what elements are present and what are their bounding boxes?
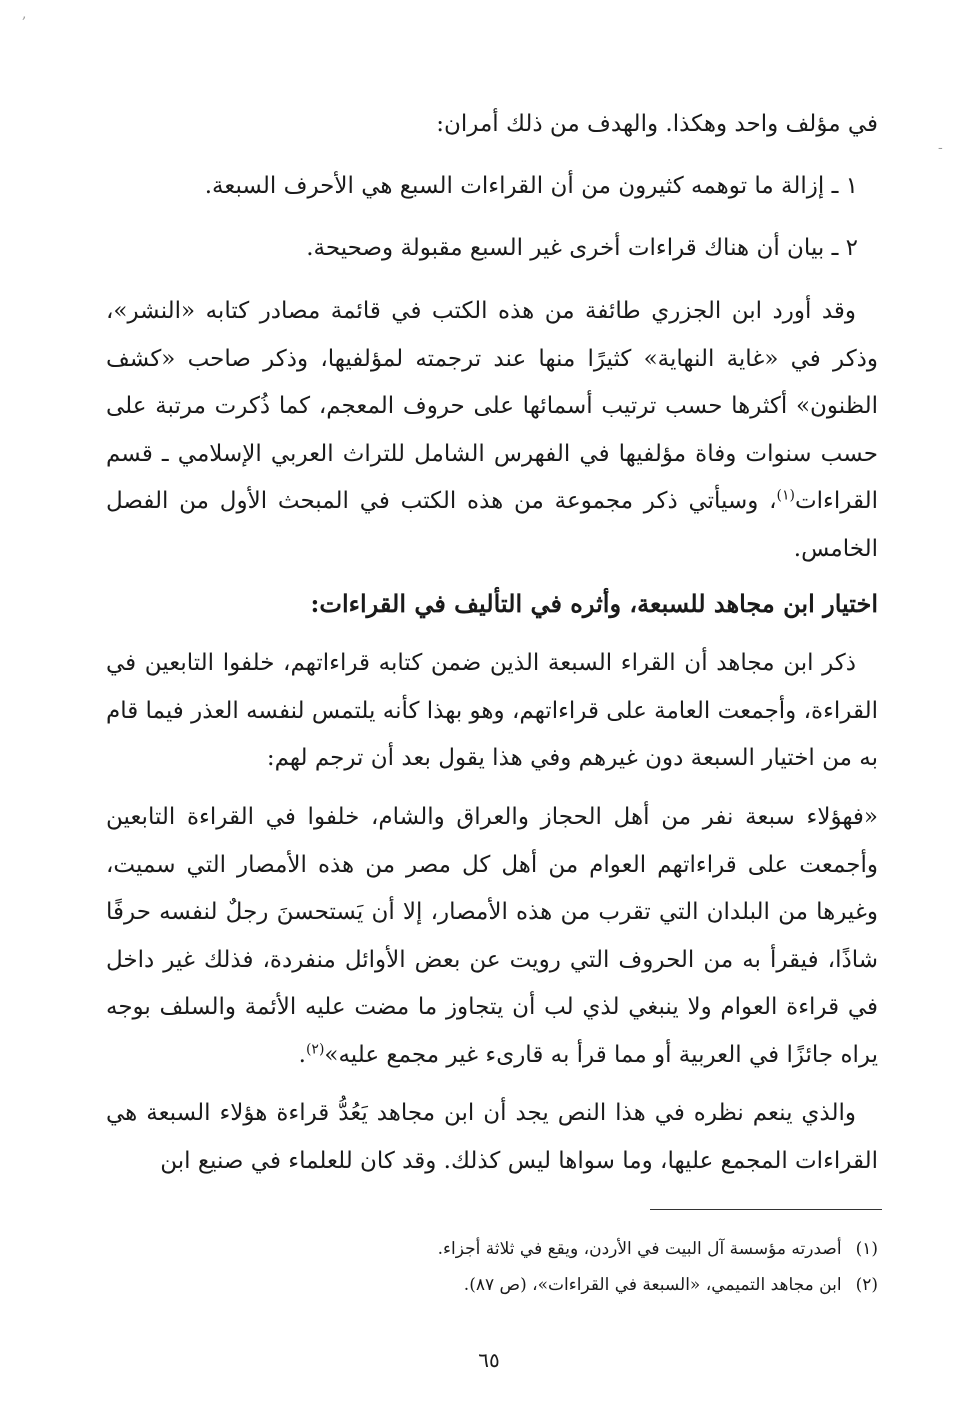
footnote-number: (٢) bbox=[855, 1275, 878, 1295]
paragraph-text: ، وسيأتي ذكر مجموعة من هذه الكتب في المبحث الأول من الفصل الخامس. bbox=[106, 488, 878, 562]
list-item: ١ ـ إزالة ما توهمه كثيرون من أن القراءات السبع هي الأحرف السبعة. bbox=[204, 173, 858, 199]
paragraph-text: وقد أورد ابن الجزري طائفة من هذه الكتب في قائمة مصادر كتابه «النشر»، وذكر في «غاية النهاية» كثيرًا منها عند ترجمته لمؤلفيها، وذكر صاحب «كشف الظنون» أكثرها حسب ترتيب أسمائها على حروف المعجم، كما ذُكرت مرتبة على حسب سنوات وفاة مؤلفيها في الفهرس الشامل للتراث العربي الإسلامي ـ قسم القراءات bbox=[106, 298, 878, 514]
block-quote: «فهؤلاء سبعة نفر من أهل الحجاز والعراق والشام، خلفوا في القراءة التابعين وأجمعت على قراءاتهم العوام من أهل كل مصر من هذه الأمصار التي سميت، وغيرها من البلدان التي تقرب من هذه الأمصار، إلا أن يَستحسنَ رجلٌ لنفسه حرفًا شاذًا، فيقرأ به من الحروف التي رويت عن بعض الأوائل منفردة، فذلك غير داخل في قراءة العوام ولا ينبغي لذي لب أن يتجاوز ما مضت عليه الأئمة والسلف بوجه يراه جائزًا في العربية أو مما قرأ به قارىء غير مجمع عليه»$^{(٢)}$. bbox=[106, 804, 878, 1068]
footnote-text: أصدرته مؤسسة آل البيت في الأردن، ويقع في ثلاثة أجزاء. bbox=[437, 1239, 842, 1259]
corner-mark: , bbox=[22, 6, 27, 22]
margin-mark: - bbox=[938, 140, 943, 156]
footnote-text: ابن مجاهد التميمي، «السبعة في القراءات»، (ص ٨٧). bbox=[463, 1275, 842, 1295]
footnote-number: (١) bbox=[855, 1239, 878, 1259]
intro-line: في مؤلف واحد وهكذا. والهدف من ذلك أمران: bbox=[436, 111, 878, 137]
footnote-ref: (٢) bbox=[305, 1040, 325, 1057]
footnote-divider bbox=[650, 1209, 882, 1210]
footnote-ref: (١) bbox=[776, 487, 796, 504]
footnote bbox=[464, 1270, 878, 1300]
paragraph-ibn-mujahid: ذكر ابن مجاهد أن القراء السبعة الذين ضمن كتابه قراءاتهم، خلفوا التابعين في القراءة، وأجمعت العامة على قراءاتهم، وهو بهذا كأنه يلتمس لنفسه العذر فيما قام به من اختيار السبعة دون غيرهم وفي هذا يقول بعد أن ترجم لهم: bbox=[106, 650, 878, 771]
section-heading: اختيار ابن مجاهد للسبعة، وأثره في التأليف في القراءات: bbox=[310, 589, 878, 618]
paragraph-sources bbox=[106, 288, 878, 573]
list-item: ٢ ـ بيان أن هناك قراءات أخرى غير السبع مقبولة وصحيحة. bbox=[306, 235, 858, 261]
footnote bbox=[438, 1234, 878, 1264]
quote-text: «فهؤلاء سبعة نفر من أهل الحجاز والعراق والشام، خلفوا في القراءة التابعين وأجمعت على قراءاتهم العوام من أهل كل مصر من هذه الأمصار التي سميت، وغيرها من البلدان التي تقرب من هذه الأمصار، إلا أن يَستحسنَ رجلٌ لنفسه حرفًا شاذًا، فيقرأ به من الحروف التي رويت عن بعض الأوائل منفردة، فذلك غير داخل في قراءة العوام ولا ينبغي لذي لب أن يتجاوز ما مضت عليه الأئمة والسلف بوجه يراه جائزًا في العربية أو مما قرأ به قارىء غير مجمع عليه» bbox=[106, 804, 878, 1068]
paragraph-conclusion: والذي ينعم نظره في هذا النص يجد أن ابن مجاهد يَعُدُّ قراءة هؤلاء السبعة هي القراءات المجمع عليها، وما سواها ليس كذلك. وقد كان للعلماء في صنيع ابن bbox=[106, 1100, 878, 1174]
page-number: ٦٥ bbox=[478, 1348, 500, 1372]
